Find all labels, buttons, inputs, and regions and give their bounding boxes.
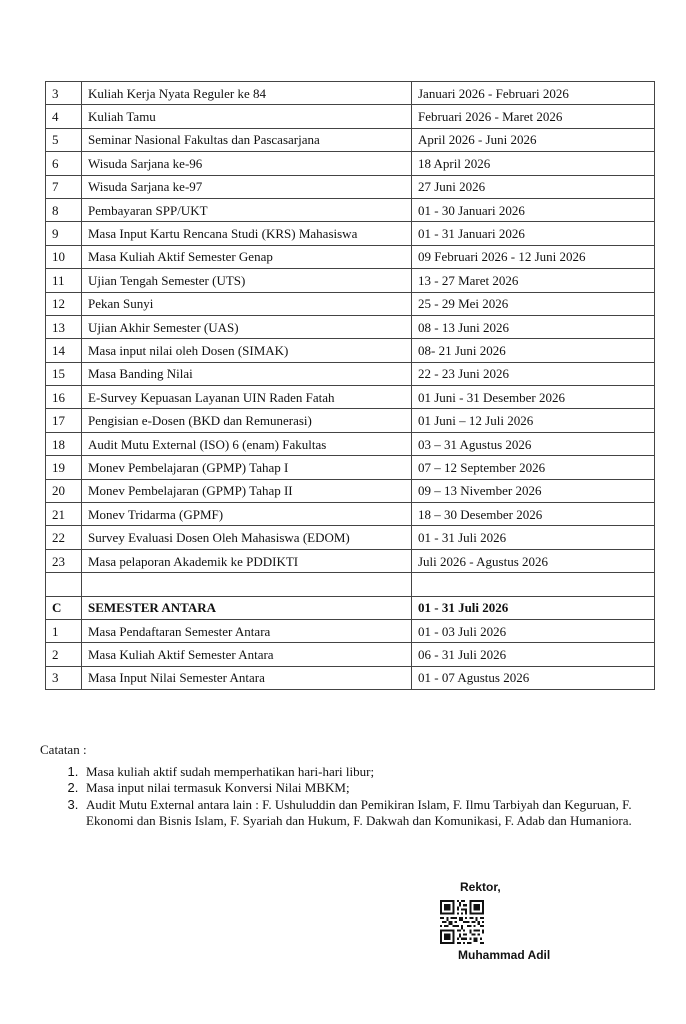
row-number-cell: 20 (46, 479, 82, 502)
row-number-cell: 14 (46, 339, 82, 362)
academic-calendar-table (45, 81, 655, 690)
row-number-cell: 10 (46, 245, 82, 268)
date-cell (412, 573, 655, 596)
table-row (46, 643, 655, 666)
table-row (46, 362, 655, 385)
row-number-cell: 7 (46, 175, 82, 198)
row-number-cell: 1 (46, 619, 82, 642)
date-cell: Juli 2026 - Agustus 2026 (412, 549, 655, 572)
table-row (46, 666, 655, 689)
date-cell: 09 Februari 2026 - 12 Juni 2026 (412, 245, 655, 268)
table-row (46, 409, 655, 432)
table-row (46, 82, 655, 105)
activity-cell: Masa Input Kartu Rencana Studi (KRS) Mahasiswa (82, 222, 412, 245)
row-number-cell: 21 (46, 503, 82, 526)
table-row (46, 222, 655, 245)
table-row (46, 456, 655, 479)
activity-cell: Wisuda Sarjana ke-96 (82, 152, 412, 175)
row-number-cell: 4 (46, 105, 82, 128)
table-row (46, 339, 655, 362)
table-row (46, 479, 655, 502)
activity-cell: Masa input nilai oleh Dosen (SIMAK) (82, 339, 412, 362)
date-cell: 27 Juni 2026 (412, 175, 655, 198)
row-number-cell: 9 (46, 222, 82, 245)
date-cell: 07 – 12 September 2026 (412, 456, 655, 479)
signer-title: Rektor, (460, 880, 501, 894)
date-cell: 25 - 29 Mei 2026 (412, 292, 655, 315)
table-row (46, 386, 655, 409)
date-cell: 06 - 31 Juli 2026 (412, 643, 655, 666)
activity-cell: Masa Input Nilai Semester Antara (82, 666, 412, 689)
notes-heading: Catatan : (40, 742, 87, 757)
row-number-cell: 23 (46, 549, 82, 572)
date-cell: 01 - 07 Agustus 2026 (412, 666, 655, 689)
activity-cell: Masa Pendaftaran Semester Antara (82, 619, 412, 642)
activity-cell: Masa Kuliah Aktif Semester Antara (82, 643, 412, 666)
date-cell: 18 April 2026 (412, 152, 655, 175)
table-row (46, 269, 655, 292)
table-row (46, 175, 655, 198)
table-row (46, 526, 655, 549)
row-number-cell: C (46, 596, 82, 619)
date-cell: 01 - 31 Januari 2026 (412, 222, 655, 245)
table-row (46, 619, 655, 642)
date-cell: Januari 2026 - Februari 2026 (412, 82, 655, 105)
table-row (46, 292, 655, 315)
row-number-cell: 6 (46, 152, 82, 175)
notes-section (40, 742, 640, 830)
row-number-cell: 3 (46, 82, 82, 105)
activity-cell: Ujian Tengah Semester (UTS) (82, 269, 412, 292)
date-cell: 13 - 27 Maret 2026 (412, 269, 655, 292)
activity-cell: Monev Pembelajaran (GPMP) Tahap II (82, 479, 412, 502)
row-number-cell (46, 573, 82, 596)
date-cell: 18 – 30 Desember 2026 (412, 503, 655, 526)
table-row (46, 315, 655, 338)
activity-cell: Masa Kuliah Aktif Semester Genap (82, 245, 412, 268)
date-cell: 01 - 30 Januari 2026 (412, 198, 655, 221)
activity-cell: Monev Tridarma (GPMF) (82, 503, 412, 526)
row-number-cell: 3 (46, 666, 82, 689)
table-row (46, 432, 655, 455)
activity-cell: Masa Banding Nilai (82, 362, 412, 385)
row-number-cell: 8 (46, 198, 82, 221)
date-cell: 01 - 31 Juli 2026 (412, 526, 655, 549)
activity-cell: Kuliah Kerja Nyata Reguler ke 84 (82, 82, 412, 105)
date-cell: 22 - 23 Juni 2026 (412, 362, 655, 385)
table-row (46, 198, 655, 221)
row-number-cell: 5 (46, 128, 82, 151)
activity-cell: Pembayaran SPP/UKT (82, 198, 412, 221)
date-cell: 08- 21 Juni 2026 (412, 339, 655, 362)
activity-cell: Ujian Akhir Semester (UAS) (82, 315, 412, 338)
activity-cell: Masa pelaporan Akademik ke PDDIKTI (82, 549, 412, 572)
table-row (46, 152, 655, 175)
date-cell: 01 Juni – 12 Juli 2026 (412, 409, 655, 432)
table-row (46, 105, 655, 128)
date-cell: 01 Juni - 31 Desember 2026 (412, 386, 655, 409)
date-cell: April 2026 - Juni 2026 (412, 128, 655, 151)
note-text: Masa kuliah aktif sudah memperhatikan hari-hari libur; (86, 763, 375, 779)
table-row (46, 503, 655, 526)
row-number-cell: 2 (46, 643, 82, 666)
activity-cell: Monev Pembelajaran (GPMP) Tahap I (82, 456, 412, 479)
row-number-cell: 15 (46, 362, 82, 385)
activity-cell: Survey Evaluasi Dosen Oleh Mahasiswa (EDOM) (82, 526, 412, 549)
activity-cell (82, 573, 412, 596)
row-number-cell: 11 (46, 269, 82, 292)
activity-cell: E-Survey Kepuasan Layanan UIN Raden Fatah (82, 386, 412, 409)
table-row (46, 549, 655, 572)
table-row (46, 128, 655, 151)
row-number-cell: 19 (46, 456, 82, 479)
activity-cell: Audit Mutu External (ISO) 6 (enam) Fakultas (82, 432, 412, 455)
date-cell: 09 – 13 Nivember 2026 (412, 479, 655, 502)
activity-cell: Kuliah Tamu (82, 105, 412, 128)
row-number-cell: 13 (46, 315, 82, 338)
note-item (82, 764, 640, 781)
date-cell: Februari 2026 - Maret 2026 (412, 105, 655, 128)
table-row (46, 573, 655, 596)
note-text: Masa input nilai termasuk Konversi Nilai MBKM; (86, 780, 350, 795)
table-body (46, 82, 655, 690)
note-item (82, 780, 640, 797)
activity-cell: Wisuda Sarjana ke-97 (82, 175, 412, 198)
date-cell: 01 - 03 Juli 2026 (412, 619, 655, 642)
row-number-cell: 22 (46, 526, 82, 549)
notes-list (40, 764, 640, 830)
section-header-row (46, 596, 655, 619)
date-cell: 01 - 31 Juli 2026 (412, 596, 655, 619)
row-number-cell: 17 (46, 409, 82, 432)
activity-cell: Pengisian e-Dosen (BKD dan Remunerasi) (82, 409, 412, 432)
activity-cell: Pekan Sunyi (82, 292, 412, 315)
table-row (46, 245, 655, 268)
qr-code-icon (440, 900, 484, 944)
row-number-cell: 18 (46, 432, 82, 455)
activity-cell: Seminar Nasional Fakultas dan Pascasarjana (82, 128, 412, 151)
note-item (82, 797, 640, 830)
row-number-cell: 16 (46, 386, 82, 409)
note-text: Audit Mutu External antara lain : F. Ushuluddin dan Pemikiran Islam, F. Ilmu Tarbiyah dan Keguruan, F. Ekonomi dan Bisnis Islam, F. Syariah dan Hukum, F. Dakwah dan Komunikasi, F. Adab dan Humaniora. (86, 796, 632, 828)
activity-cell: SEMESTER ANTARA (82, 596, 412, 619)
row-number-cell: 12 (46, 292, 82, 315)
date-cell: 08 - 13 Juni 2026 (412, 315, 655, 338)
date-cell: 03 – 31 Agustus 2026 (412, 432, 655, 455)
signer-name: Muhammad Adil (458, 948, 551, 962)
